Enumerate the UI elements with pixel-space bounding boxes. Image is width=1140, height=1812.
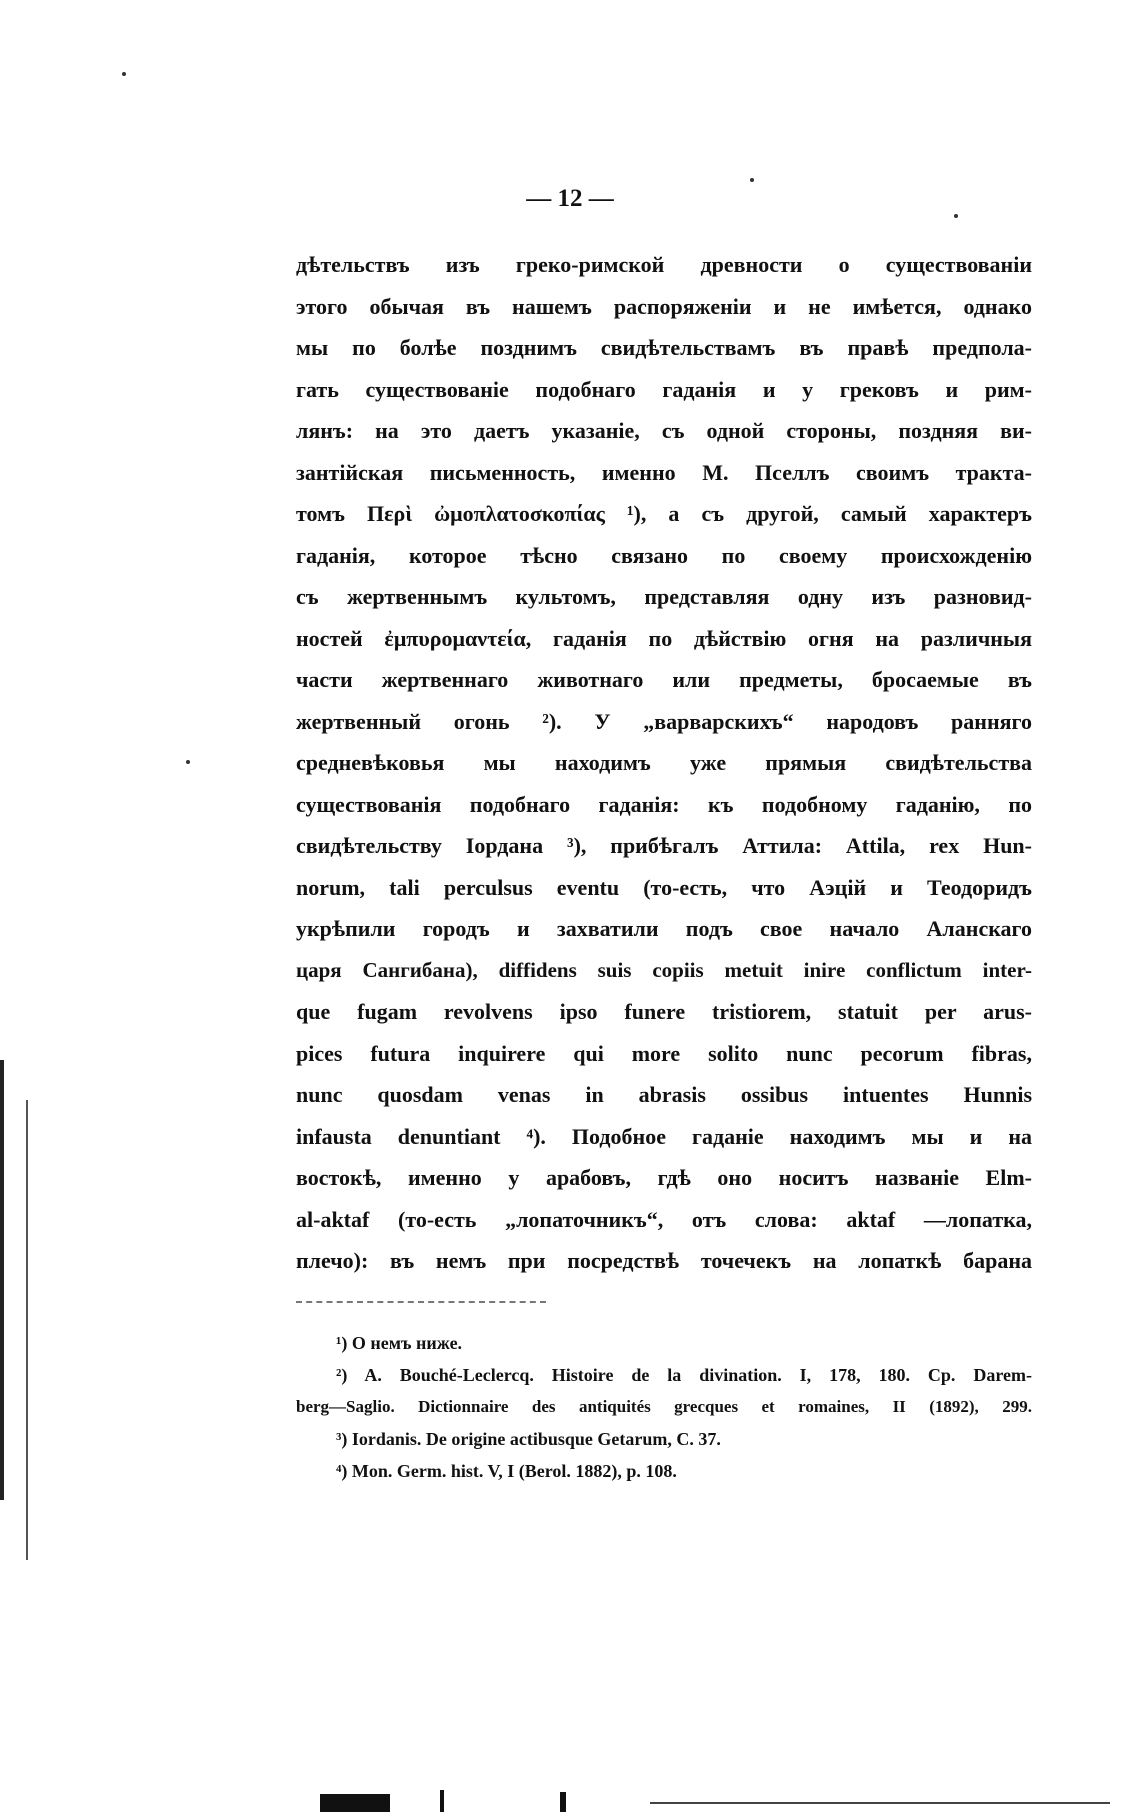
footnote: ³) Iordanis. De origine actibusque Getarum, C. 37. [336, 1429, 721, 1449]
text-line: мы по болѣе позднимъ свидѣтельствамъ въ правѣ предпола- [296, 335, 1032, 360]
text-line: гать существованіе подобнаго гаданія и у грековъ и рим- [296, 376, 1032, 402]
text-line: nunc quosdam venas in abrasis ossibus intuentes Hunnis [296, 1082, 1032, 1107]
text-line: pices futura inquirere qui more solito nunc pecorum fibras, [296, 1040, 1032, 1066]
footnote: berg—Saglio. Dictionnaire des antiquités grecques et romaines, II (1892), 299. [296, 1397, 1032, 1416]
scan-edge-mark [26, 1100, 28, 1560]
text-line: infausta denuntiant ⁴). Подобное гаданіе находимъ мы и на [296, 1123, 1032, 1149]
text-line: укрѣпили городъ и захватили подъ свое начало Аланскаго [296, 916, 1032, 941]
scan-speck [186, 760, 190, 764]
text-line: части жертвеннаго животнаго или предметы, бросаемые въ [296, 667, 1032, 692]
text-line: востокѣ, именно у арабовъ, гдѣ оно носитъ названіе Elm- [296, 1165, 1032, 1190]
scan-bottom-artifacts [320, 1790, 1110, 1812]
text-line: зантійская письменность, именно М. Пселлъ своимъ тракта- [296, 459, 1032, 485]
text-line: ностей ἐμπυρομαντεία, гаданія по дѣйствію огня на различныя [296, 625, 1032, 651]
scan-speck [122, 72, 126, 76]
text-line: гаданія, которое тѣсно связано по своему происхожденію [296, 542, 1032, 568]
text-line: существованія подобнаго гаданія: къ подобному гаданію, по [296, 791, 1032, 817]
footnote-separator [296, 1301, 546, 1303]
text-line: дѣтельствъ изъ греко-римской древности о существованіи [296, 252, 1032, 277]
footnote: ²) A. Bouché-Leclercq. Histoire de la divination. I, 178, 180. Cp. Darem- [336, 1365, 1032, 1385]
text-line: томъ Περὶ ὠμοπλατοσκοπίας ¹), а съ другой, самый характеръ [296, 501, 1032, 526]
page-number: — 12 — [526, 185, 614, 212]
text-line: свидѣтельству Іордана ³), прибѣгалъ Аттила: Attila, rex Hun- [296, 833, 1032, 858]
text-line: средневѣковья мы находимъ уже прямыя свидѣтельства [296, 750, 1032, 775]
text-line: лянъ: на это даетъ указаніе, съ одной стороны, поздняя ви- [296, 418, 1032, 443]
text-line: съ жертвеннымъ культомъ, представляя одну изъ разновид- [296, 584, 1032, 609]
text-line: жертвенный огонь ²). У „варварскихъ“ народовъ ранняго [296, 708, 1032, 734]
footnote: ¹) О немъ ниже. [336, 1333, 463, 1353]
text-line: плечо): въ немъ при посредствѣ точечекъ на лопаткѣ барана [296, 1248, 1032, 1273]
footnotes [296, 1327, 1032, 1487]
body-text [296, 244, 1032, 1282]
scan-edge-mark [0, 1060, 4, 1500]
scan-speck [750, 178, 754, 182]
text-line: царя Сангибана), diffidens suis copiis metuit inire conflictum inter- [296, 957, 1032, 982]
text-line: norum, tali perculsus eventu (то-есть, что Аэцій и Теодоридъ [296, 874, 1032, 900]
footnote: ⁴) Mon. Germ. hist. V, I (Berol. 1882), p. 108. [336, 1461, 677, 1481]
text-line: al-aktaf (то-есть „лопаточникъ“, отъ слова: aktaf —лопатка, [296, 1206, 1032, 1232]
text-line: этого обычая въ нашемъ распоряженіи и не имѣется, однако [296, 293, 1032, 319]
scan-speck [954, 214, 958, 218]
text-line: que fugam revolvens ipso funere tristiorem, statuit per arus- [296, 999, 1032, 1024]
